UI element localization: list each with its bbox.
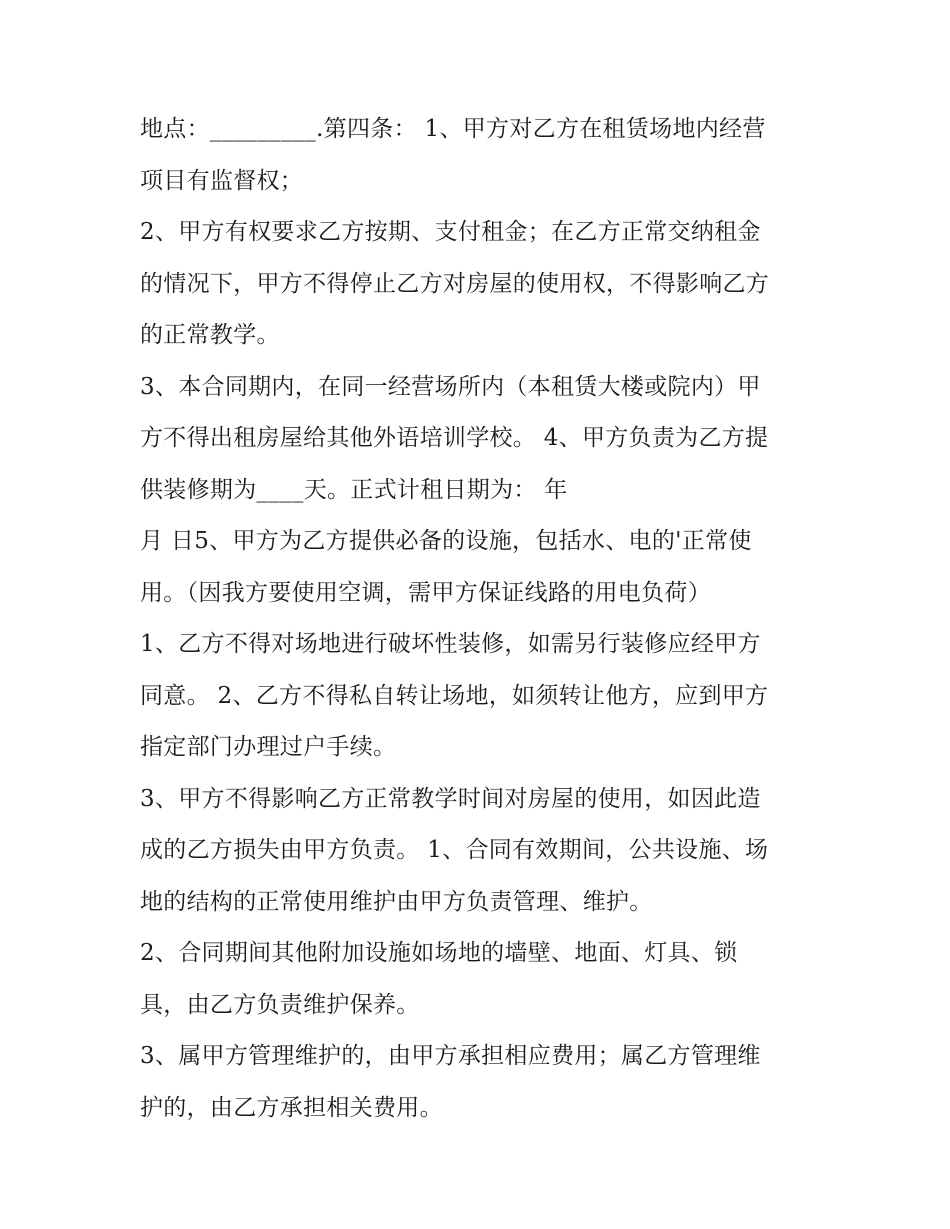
text-line: 护的，由乙方承担相关费用。 [140,1094,443,1121]
text-line: 供装修期为____天。正式计租日期为： 年 [140,476,568,503]
document-body [140,104,820,1134]
text-line: 具，由乙方负责维护保养。 [140,991,420,1018]
text-line: 2、合同期间其他附加设施如场地的墙壁、地面、灯具、锁 [140,940,738,966]
text-line: 项目有监督权； [140,167,304,194]
text-line: 3、甲方不得影响乙方正常教学时间对房屋的使用，如因此造 [140,785,761,812]
text-line: 地点：_________.第四条： 1、甲方对乙方在租赁场地内经营 [140,116,766,142]
text-line: 的情况下，甲方不得停止乙方对房屋的使用权，不得影响乙方 [140,270,770,297]
text-line: 方不得出租房屋给其他外语培训学校。 4、甲方负责为乙方提 [140,425,769,451]
text-line: 1、乙方不得对场地进行破坏性装修，如需另行装修应经甲方 [140,631,761,657]
text-line: 月 日5、甲方为乙方提供必备的设施，包括水、电的'正常使 [140,528,752,554]
text-line: 3、本合同期内，在同一经营场所内（本租赁大楼或院内）甲 [140,373,761,400]
text-line: 指定部门办理过户手续。 [140,734,397,760]
text-line: 地的结构的正常使用维护由甲方负责管理、维护。 [140,888,653,915]
text-line: 3、属甲方管理维护的，由甲方承担相应费用；属乙方管理维 [140,1043,761,1069]
text-line: 同意。 2、乙方不得私自转让场地，如须转让他方，应到甲方 [140,682,769,709]
text-line: 的正常教学。 [140,322,280,348]
text-line: 用。（因我方要使用空调，需甲方保证线路的用电负荷） [140,579,711,606]
text-line: 2、甲方有权要求乙方按期、支付租金；在乙方正常交纳租金 [140,219,761,245]
text-line: 成的乙方损失由甲方负责。 1、合同有效期间，公共设施、场 [140,837,769,863]
